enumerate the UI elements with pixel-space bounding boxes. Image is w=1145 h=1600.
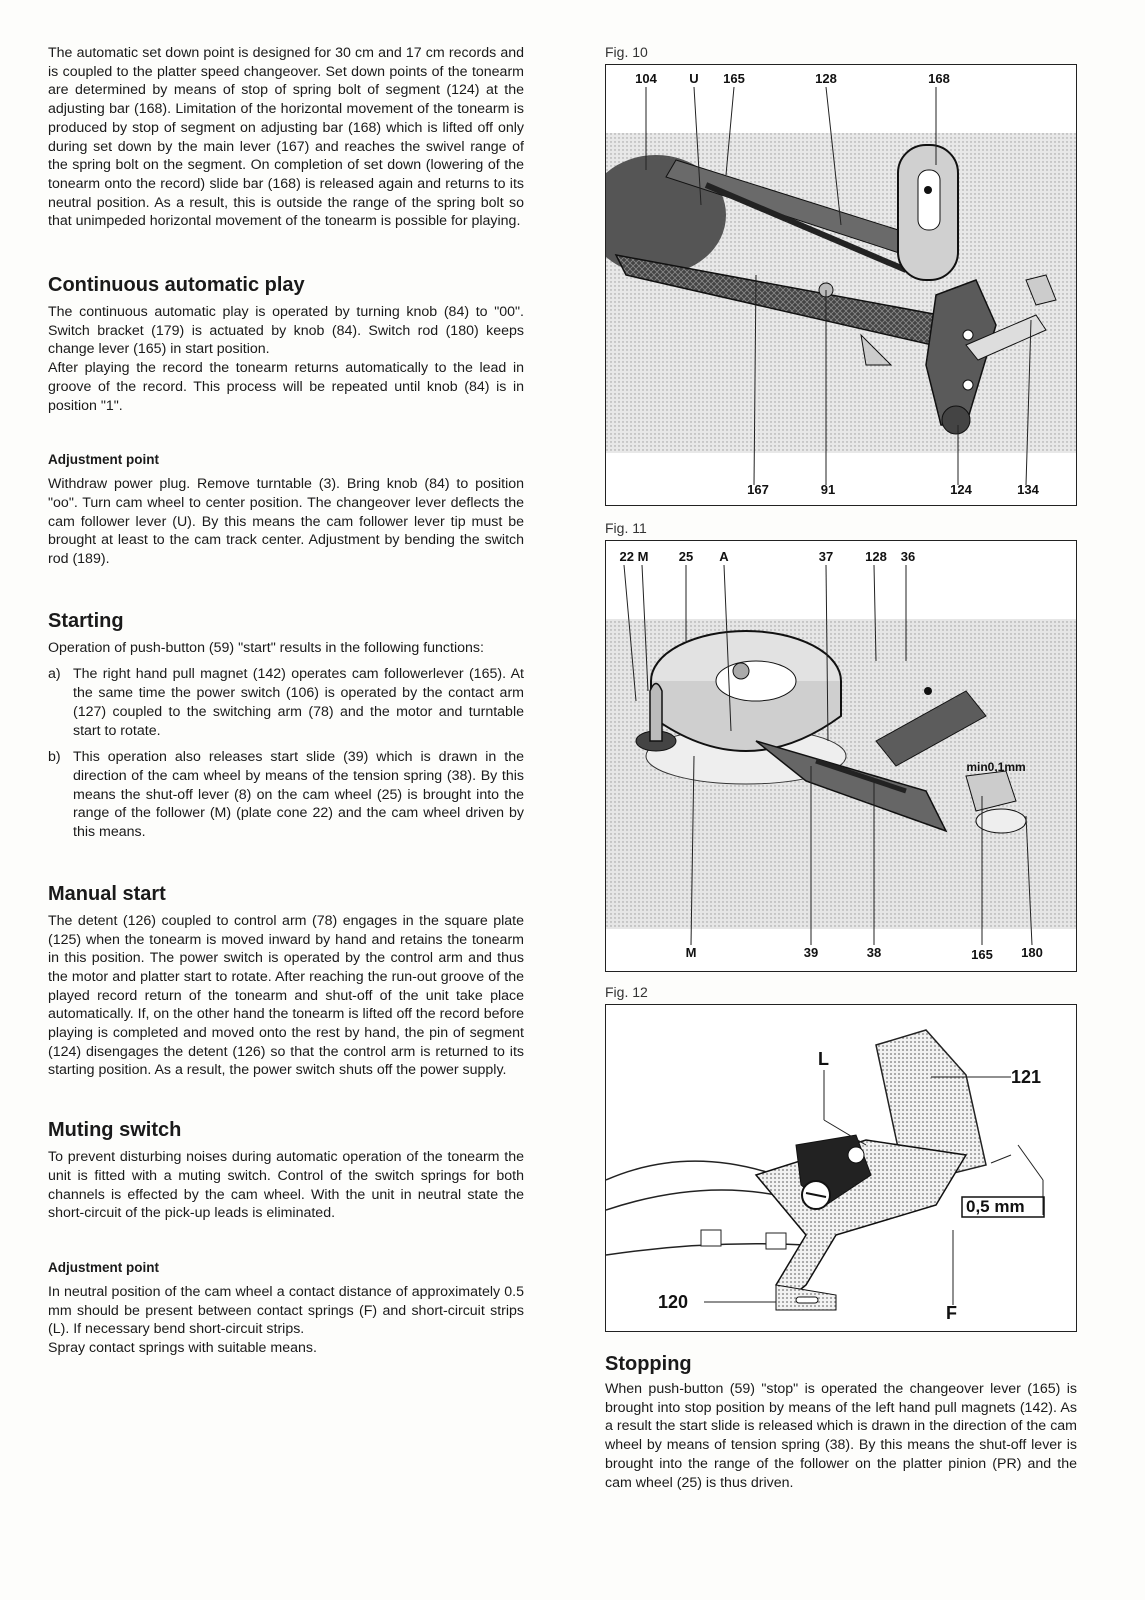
continuous-play-heading: Continuous automatic play: [48, 274, 305, 297]
muting-switch-paragraph: To prevent disturbing noises during automatic operation of the tonearm the unit is fitted with a muting switch. Control of the switch springs for both channels is effected by the cam wheel. With the unit in neutral state the short-circuit of the pick-up leads is eliminated.: [48, 1149, 524, 1222]
fig-12: [605, 1004, 1077, 1332]
screw: [924, 687, 932, 695]
adjustment-point-paragraph-1: Withdraw power plug. Remove turntable (3). Bring knob (84) to position "oo". Turn cam wheel to center position. The changeover lever deflects the cam follower lever (U). By this means the cam follower lever tip must be brought at least to the cam track center. Adjustment by bending the switch rod (189).: [48, 476, 524, 568]
starting-heading: Starting: [48, 609, 124, 632]
fig10-top-label: 168: [928, 71, 950, 86]
left-column: [48, 44, 524, 1358]
strip-slot: [796, 1297, 818, 1303]
cam-hub: [733, 663, 749, 679]
plate-cone-22: [650, 684, 662, 742]
fig12-label-121: 121: [1011, 1067, 1042, 1087]
fig-11-label: Fig. 11: [605, 520, 647, 536]
fig10-bottom-label: 124: [950, 482, 972, 497]
adjustment-point-paragraph-3: Spray contact springs with suitable means.: [48, 1340, 317, 1357]
manual-start-heading: Manual start: [48, 882, 166, 905]
fig11-bottom-label: 180: [1021, 945, 1043, 960]
wire-sleeve-1: [701, 1230, 721, 1246]
fig-12-label: Fig. 12: [605, 984, 648, 1000]
starting-intro: Operation of push-button (59) "start" results in the following functions:: [48, 639, 484, 656]
fig11-min-gap-callout: min0,1mm: [966, 760, 1026, 774]
intro-paragraph: The automatic set down point is designed for 30 cm and 17 cm records and is coupled to the platter speed changeover. Set down points of the tonearm are determined by means of stop of spring bolt of segment (124) at the adjusting bar (168). Limitation of the horizontal movement of the tonearm is produced by stop of segment on adjusting bar (168) which is lifted off only during set down by the main lever (167) and reaches the swivel range of the spring bolt on the segment. On completion of set down (lowering of the tonearm onto the record) slide bar (168) is released again and returns to its neutral position. As a result, this is outside the range of the spring bolt so that unimpeded horizontal movement of the tonearm is possible for playing.: [48, 45, 524, 230]
fig-10-label: Fig. 10: [605, 44, 648, 60]
list-marker: b): [48, 749, 61, 766]
muting-switch-heading: Muting switch: [48, 1119, 182, 1142]
segment-hole-1: [963, 330, 973, 340]
list-marker: a): [48, 666, 61, 683]
stopping-heading: Stopping: [605, 1353, 692, 1375]
cam-follower-tip: [976, 809, 1026, 833]
lead-wire-top: [606, 1161, 776, 1180]
fig12-label-120: 120: [658, 1292, 689, 1312]
fig-12-drawing: [606, 1005, 1076, 1331]
fig11-bottom-label: M: [685, 945, 697, 960]
adjusting-screw: [924, 186, 932, 194]
fig-10: [605, 64, 1077, 506]
fig11-top-label: 25: [678, 549, 694, 564]
fig11-bottom-label: 165: [971, 947, 993, 962]
manual-start-paragraph: The detent (126) coupled to control arm (78) engages in the square plate (125) when the tonearm is moved inward by hand and retains the tonearm in this position. The power switch is operated by the control arm and thus the motor and platter start to rotate. After reaching the run-out groove of the played record return of the tonearm and shut-off of the unit take place automatically. If, on the other hand the tonearm is lifted off the record before playing is completed and moved onto the rest by hand, the pin of segment (124) disengages the detent (126) so that the control arm is returned to its starting position. As a result, the power switch shuts off the power supply.: [48, 912, 524, 1079]
fig11-top-label: 22 M: [619, 549, 649, 564]
fig10-bottom-label: 91: [820, 482, 836, 497]
adjustment-point-heading-2: Adjustment point: [48, 1259, 159, 1275]
fig11-bottom-label: 39: [803, 945, 819, 960]
wire-sleeve-2: [766, 1233, 786, 1249]
continuous-play-paragraph-1: The continuous automatic play is operated by turning knob (84) to "00". Switch bracket (179) is actuated by knob (84). Switch rod (180) keeps change lever (165) in start position.: [48, 304, 524, 358]
segment-hole-2: [963, 380, 973, 390]
fig10-top-label: 128: [815, 71, 837, 86]
continuous-play-paragraph-2: After playing the record the tonearm returns automatically to the lead in groove of the record. This process will be repeated until knob (84) is in position "1".: [48, 360, 524, 414]
right-column: [605, 44, 1077, 1492]
fig12-label-f: F: [946, 1303, 957, 1323]
fig12-gap-label: 0,5 mm: [966, 1197, 1025, 1216]
stopping-paragraph: When push-button (59) "stop" is operated the changeover lever (165) is brought into stop position by means of the left hand pull magnets (142). As a result the start slide is released which is drawn in the direction of the cam wheel by means of tension spring (38). By this means the shut-off lever is brought into the range of the follower on the platter pinion (PR) and the cam wheel (25) is thus driven.: [605, 1381, 1077, 1491]
lead-wire-bottom: [606, 1190, 776, 1210]
fig10-top-label: U: [689, 71, 699, 86]
fig10-top-label: 104: [635, 71, 657, 86]
fig-10-drawing: [606, 65, 1076, 505]
fig-11-drawing: [606, 541, 1076, 971]
list-text: This operation also releases start slide (39) which is drawn in the direction of the cam wheel by means of the tension spring (38). By this means the shut-off lever (8) on the cam wheel (25) is brought into the range of the follower (M) (plate cone 22) and the cam wheel driven by this means.: [73, 749, 524, 841]
fig11-top-label: A: [719, 549, 729, 564]
fig10-bottom-label: 167: [747, 482, 769, 497]
fig11-top-label: 37: [818, 549, 834, 564]
fig11-bottom-label: 38: [866, 945, 882, 960]
fig10-bottom-label: 134: [1017, 482, 1039, 497]
holder-hole: [848, 1147, 864, 1163]
spring-bolt: [942, 406, 970, 434]
fig11-top-label: 128: [865, 549, 887, 564]
fig11-top-label: 36: [900, 549, 916, 564]
starting-item-a: [48, 665, 524, 740]
adjustment-point-heading-1: Adjustment point: [48, 452, 159, 468]
starting-item-b: [48, 748, 524, 842]
fig10-top-label: 165: [723, 71, 745, 86]
adjusting-slot: [918, 170, 940, 230]
fig-11: [605, 540, 1077, 972]
list-text: The right hand pull magnet (142) operates cam followerlever (165). At the same time the power switch (106) is operated by the contact arm (127) coupled to the switching arm (78) and the motor and turntable start to rotate.: [73, 666, 524, 739]
adjustment-point-paragraph-2: In neutral position of the cam wheel a contact distance of approximately 0.5 mm should be present between contact springs (F) and short-circuit strips (L). If necessary bend short-circuit strips.: [48, 1283, 524, 1338]
fig12-label-l: L: [818, 1049, 829, 1069]
